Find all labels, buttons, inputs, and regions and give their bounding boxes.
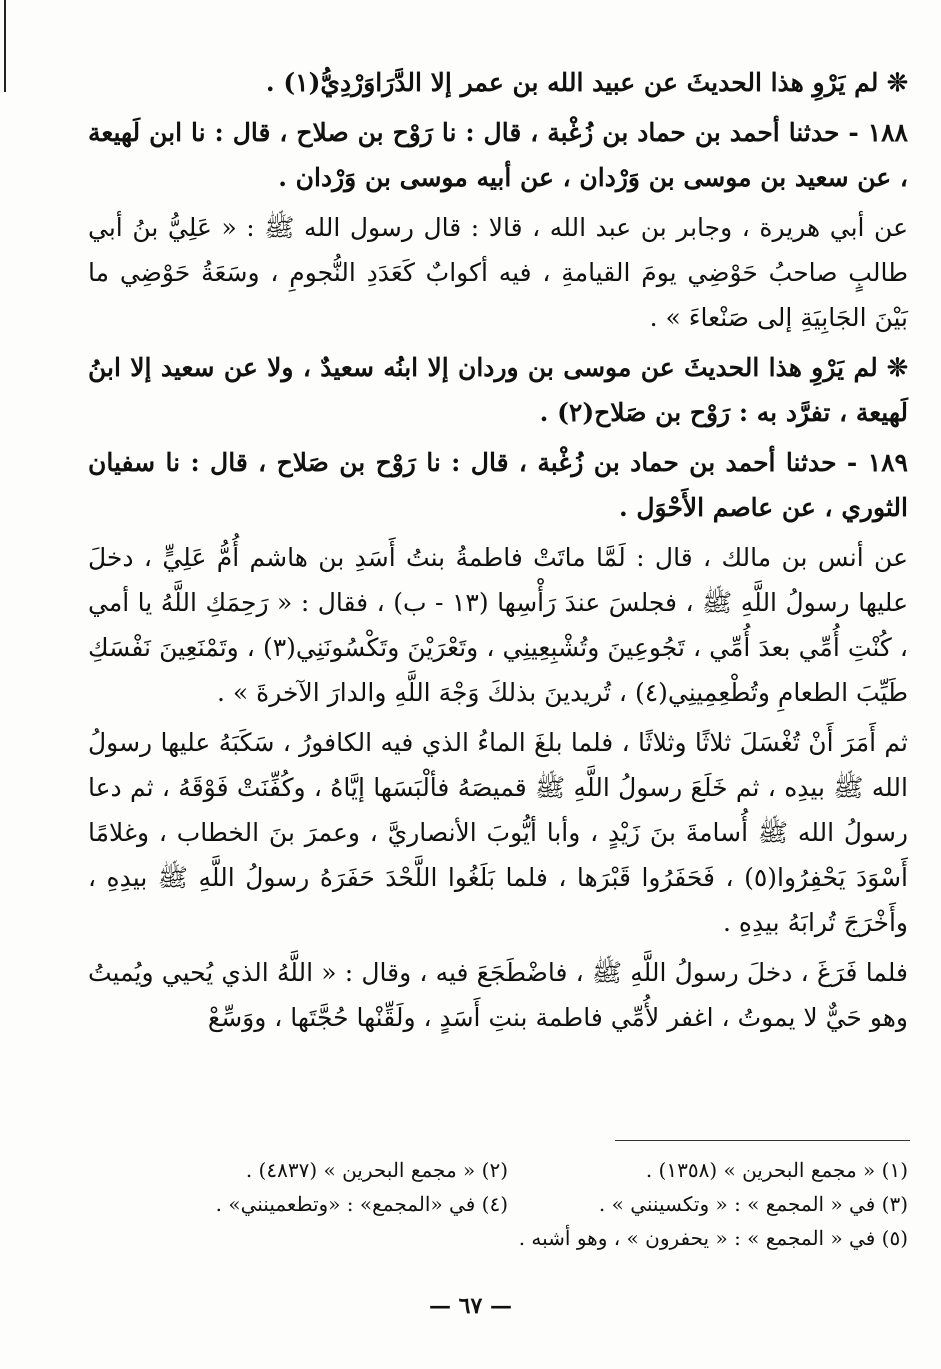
- text-line: يا أمي ، كُنْتِ أُمِّي بعدَ أُمِّي ، تَجُوعِينَ وتُشْبِعِينِي ، وتَعْرَيْنَ وتَكْسُونَنِي(٣) ، وتَمْنَعِينَ: [88, 588, 908, 662]
- footnote-row: [88, 1153, 908, 1187]
- margin-line: [4, 0, 6, 92]
- text-line: فلما فَرَغَ ، دخلَ رسولُ اللَّهِ ﷺ ، فاضْطَجَعَ فيه ، وقال : « اللَّهُ الذي يُحيي: [161, 958, 908, 987]
- body-text: [88, 60, 908, 1045]
- text-line: سفيان الثوري ، عن عاصم الأَحْوَل .: [88, 448, 908, 522]
- footnote-row: [88, 1221, 908, 1255]
- paragraph-hadith: [88, 440, 908, 530]
- text-line: رسولُ الله ﷺ بيدِه ، ثم خَلَعَ رسولُ اللَّهِ ﷺ قميصَهُ فألْبَسَها إيَّاهُ ، وكُفِّنَتْ فَوْقَهُ ،: [88, 728, 908, 802]
- text-line: عن أنس بن مالك ، قال : لَمَّا ماتَتْ فاطمةُ بنتُ أَسَدِ بن هاشم أُمُّ عَلِيٍّ ، دخلَ: [88, 543, 908, 572]
- footnote-separator: [615, 1140, 910, 1141]
- text-line: ثم أَمَرَ أَنْ تُغْسَلَ ثلاثًا وثلاثًا ، فلما بلغَ الماءُ الذي فيه الكافورُ ، سَكَبَهُ عليها: [160, 728, 908, 757]
- paragraph-note: [88, 345, 908, 435]
- text-line: ❊ لم يَرْوِ هذا الحديثَ عن موسى بن وردان إلا ابنُه سعيدٌ ، ولا عن سعيد إلا ابنُ: [88, 353, 908, 382]
- paragraph-hadith: [88, 110, 908, 200]
- paragraph-normal: [88, 535, 908, 715]
- text-line: ❊ لم يَرْوِ هذا الحديثَ عن عبيد الله بن عمر إلا الدَّرَاوَرْدِيُّ(١) .: [265, 68, 908, 97]
- text-line: ابن لَهيعة ، عن سعيد بن موسى بن وَرْدان ، عن أبيه موسى بن وَرْدان .: [88, 118, 908, 192]
- text-line: لَهيعة ، تفرَّد به : رَوْح بن صَلاح(٢) .: [539, 398, 908, 427]
- footnote: (٢) « مجمع البحرين » (٤٨٣٧) .: [245, 1158, 508, 1182]
- text-line: وغلامًا أَسْوَدَ يَحْفِرُوا(٥) ، فَحَفَرُوا قَبْرَها ، فلما بَلَغُوا اللَّحْدَ حَفَرَهُ رسولُ اللَّهِ ﷺ: [88, 818, 909, 892]
- text-line: أبي طالبٍ صاحبُ حَوْضِي يومَ القيامةِ ، فيه أكوابٌ كَعَدَدِ النُّجومِ ، وسَعَةُ حَوْضِي: [88, 213, 908, 287]
- footnote: (٣) في « المجمع » : « وتكسينني » .: [598, 1192, 908, 1216]
- text-line: ١٨٩ - حدثنا أحمد بن حماد بن زُغْبة ، قال : نا رَوْح بن صَلاح ، قال : نا: [165, 448, 908, 477]
- text-line: نَفْسَكِ طَيِّبَ الطعامِ وتُطْعِمِينِي(٤) ، تُريدينَ بذلكَ وَجْهَ اللَّهِ والدارَ الآخرةَ » .: [88, 633, 908, 707]
- footnotes: [88, 1153, 908, 1255]
- text-line: ما بَيْنَ الجَابِيَةِ إلى صَنْعاءَ » .: [88, 258, 908, 332]
- footnote-row: [88, 1187, 908, 1221]
- paragraph-note: [88, 60, 908, 105]
- footnote: (٥) في « المجمع » : « يحفرون » ، وهو أشبه .: [518, 1226, 908, 1250]
- footnote: (١) « مجمع البحرين » (١٣٥٨) .: [645, 1158, 908, 1182]
- text-line: عليها رسولُ اللَّهِ ﷺ ، فجلسَ عندَ رَأْسِها (١٣ - ب) ، فقال : « رَحِمَكِ اللَّهُ: [160, 588, 908, 617]
- text-line: ١٨٨ - حدثنا أحمد بن حماد بن زُغْبة ، قال : نا رَوْح بن صلاح ، قال : نا: [191, 118, 908, 147]
- paragraph-normal: [88, 205, 908, 340]
- page-number: — ٦٧ —: [429, 1293, 512, 1319]
- text-line: بيدِهِ ، وأَخْرَجَ تُرابَهُ بيدِهِ .: [88, 863, 908, 937]
- footnote: (٤) في «المجمع» : «وتطعمينني» .: [215, 1192, 508, 1216]
- text-line: عن أبي هريرة ، وجابر بن عبد الله ، قالا : قال رسول الله ﷺ : « عَلِيُّ بنُ: [132, 213, 908, 242]
- paragraph-normal: [88, 720, 908, 945]
- text-line: ثم دعا رسولُ الله ﷺ أُسامةَ بنَ زَيْدٍ ، وأبا أيُّوبَ الأنصاريَّ ، وعمرَ بنَ الخطاب ،: [88, 773, 908, 847]
- text-line: ويُميتُ وهو حَيٌّ لا يموتُ ، اغفر لأُمِّي فاطمة بنتِ أَسَدٍ ، ولَقِّنْها حُجَّتَها ، ووَسِّعْ: [88, 958, 908, 1032]
- paragraph-normal: [88, 950, 908, 1040]
